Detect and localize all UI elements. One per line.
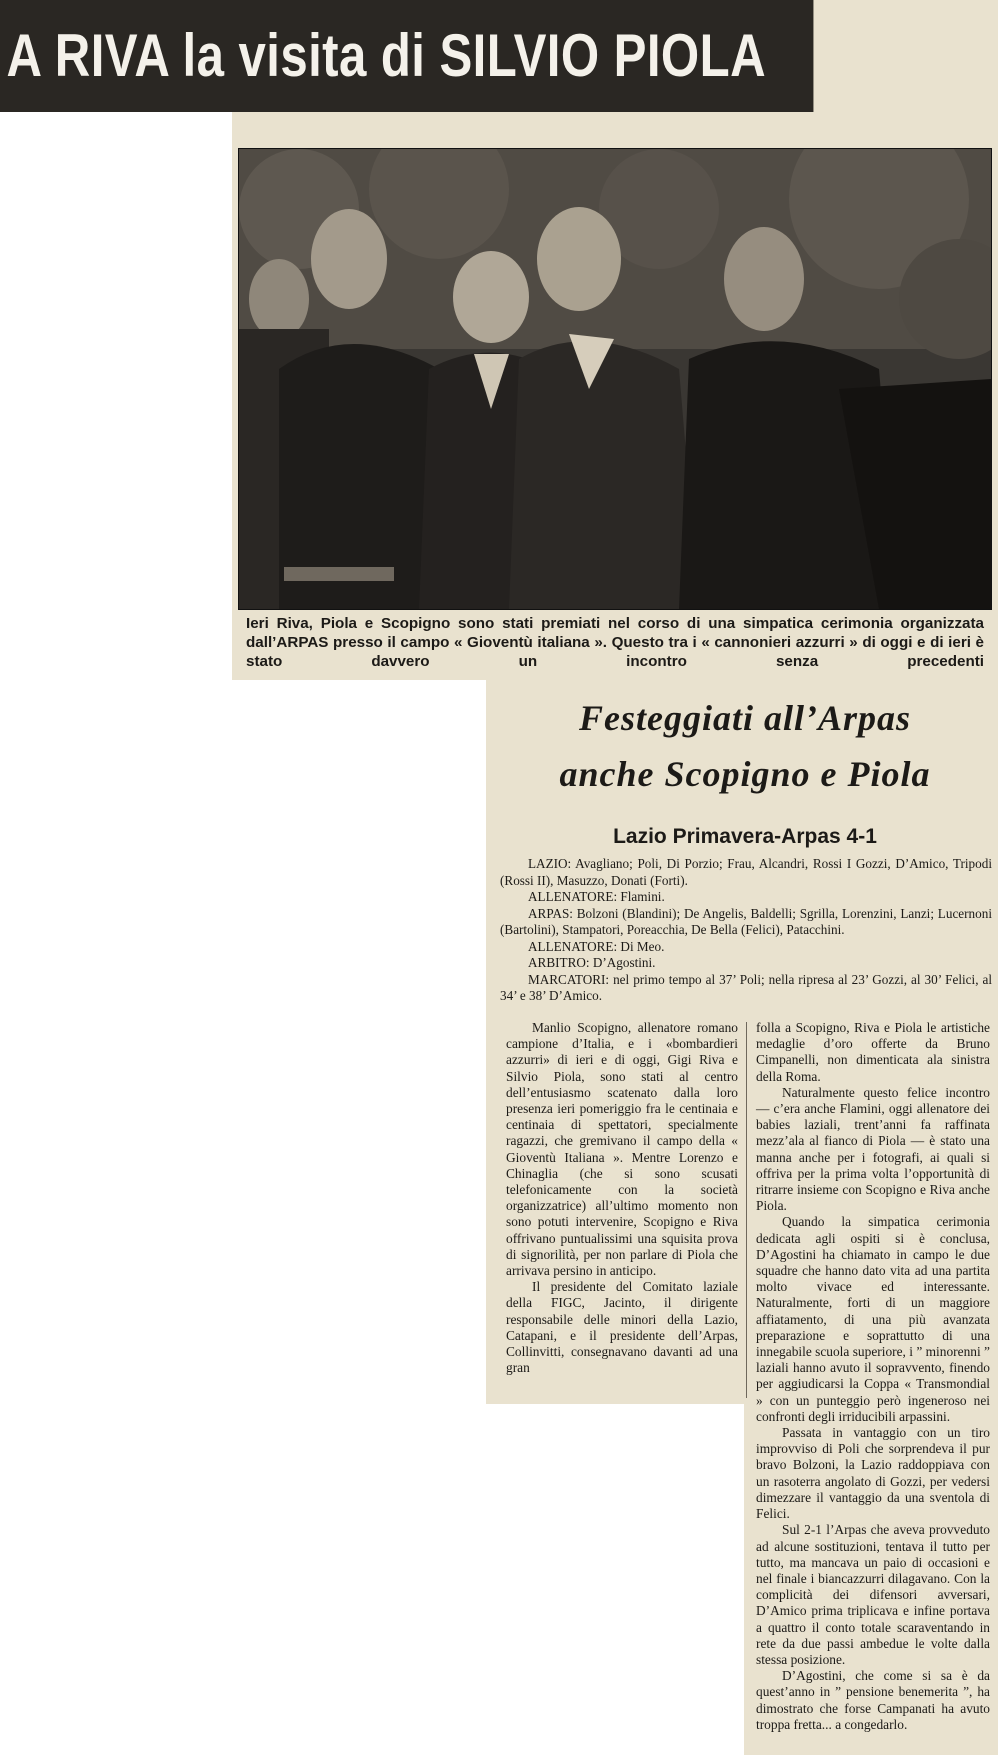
column-divider	[746, 1022, 747, 1398]
group-photo-figures	[239, 149, 991, 609]
photo-caption: Ieri Riva, Piola e Scopigno sono stati premiati nel corso di una simpatica cerimonia organizzata dall’ARPAS presso il campo « Gioventù italiana ». Questo tra i « cannonieri azzurri » di oggi e di ieri è stato davvero un incontro senza precedenti	[246, 615, 984, 670]
column2-paragraph: D’Agostini, che come si sa è da quest’anno in ” pensione benemerita ”, ha dimostrato che forse Campanati ha avuto troppa fretta... a congedarlo.	[756, 1668, 990, 1732]
match-result: Lazio Primavera-Arpas 4-1	[613, 825, 877, 848]
news-photo	[238, 148, 992, 610]
column2-paragraph: folla a Scopigno, Riva e Piola le artistiche medaglie d’oro offerte da Bruno Cimpanelli, non dimenticata ala sinistra della Roma.	[756, 1020, 990, 1084]
column1-paragraph: Il presidente del Comitato laziale della FIGC, Jacinto, il dirigente responsabile delle minori della Lazio, Catapani, e il presidente dell’Arpas, Collinvitti, consegnavano davanti ad una gran	[506, 1279, 738, 1376]
column2-paragraph: Sul 2-1 l’Arpas che aveva provveduto ad alcune sostituzioni, tentava il tutto per tutto, ma mancava un paio di occasioni e nel finale i biancazzurri dilagavano. Con la complicità dei difensori avversari, D’Amico prima triplicava e infine portava a quattro il conto totale scaraventando in rete da due passi ambedue le volte dalla stessa posizione.	[756, 1522, 990, 1667]
lineup-scorers: MARCATORI: nel primo tempo al 37’ Poli; nella ripresa al 23’ Gozzi, al 30’ Felici, al 34’ e 38’ D’Amico.	[500, 971, 992, 1003]
article-column-1	[506, 1020, 738, 1376]
lineup-arpas: ARPAS: Bolzoni (Blandini); De Angelis, Baldelli; Sgrilla, Lorenzini, Lanzi; Lucernoni (Bartolini), Stampatori, Poreacchia, De Bella (Felici), Patacchini.	[500, 905, 992, 937]
column1-paragraph: Manlio Scopigno, allenatore romano campione d’Italia, e i «bombardieri azzurri» di ieri e di oggi, Gigi Riva e Silvio Piola, sono stati al centro dell’entusiasmo scatenato dalla loro presenza ieri pomeriggio fra le centinaia e centinaia di spettatori, specialmente ragazzi, che gremivano il campo della « Gioventù Italiana ». Mentre Lorenzo e Chinaglia (che si sono scusati telefonicamente con la società organizzatrice) all’ultimo momento non sono potuti intervenire, Scopigno e Riva offrivano puntualissimi una squisita prova di signorilità, per non parlare di Piola che arrivava persino in anticipo.	[506, 1020, 738, 1279]
lineup-block	[500, 856, 992, 1005]
column2-paragraph: Passata in vantaggio con un tiro improvviso di Poli che sorprendeva il pur bravo Bolzoni, la Lazio raddoppiava con un rasoterra angolato di Gozzi, per vedersi dimezzare il vantaggio da una sventola di Felici.	[756, 1425, 990, 1522]
page-headline: A RIVA la visita di SILVIO PIOLA	[0, 0, 813, 112]
column2-paragraph: Naturalmente questo felice incontro — c’era anche Flamini, oggi allenatore dei babies laziali, trent’anni fa raffinata mezz’ala al fianco di Piola — è stato una manna anche per i fotografi, ai quali si offriva per la prima volta l’opportunità di ritrarre insieme con Scopigno e Riva anche Piola.	[756, 1084, 990, 1214]
article-title	[500, 690, 990, 802]
lineup-lazio-coach: ALLENATORE: Flamini.	[528, 889, 665, 904]
article-title-line2: anche Scopigno e Piola	[559, 754, 931, 794]
lineup-referee: ARBITRO: D’Agostini.	[528, 955, 656, 970]
article-title-line1: Festeggiati all’Arpas	[578, 698, 911, 738]
column2-paragraph: Quando la simpatica cerimonia dedicata agli ospiti si è conclusa, D’Agostini ha chiamato in campo le due squadre che hanno dato vita ad una partita molto vivace ed interessante. Naturalmente, forti di un maggiore affiatamento, di una più avanzata preparazione e soprattutto di una innegabile scuola superiore, i ” minorenni ” laziali hanno avuto il sopravvento, finendo per aggiudicarsi la Coppa « Transmondial » con un punteggio però ingeneroso nei confronti degli irriducibili arpassini.	[756, 1214, 990, 1424]
article-column-2	[756, 1020, 990, 1733]
lineup-lazio: LAZIO: Avagliano; Poli, Di Porzio; Frau, Alcandri, Rossi I Gozzi, D’Amico, Tripodi (Rossi II), Masuzzo, Donati (Forti).	[500, 856, 992, 888]
lineup-arpas-coach: ALLENATORE: Di Meo.	[528, 938, 665, 954]
